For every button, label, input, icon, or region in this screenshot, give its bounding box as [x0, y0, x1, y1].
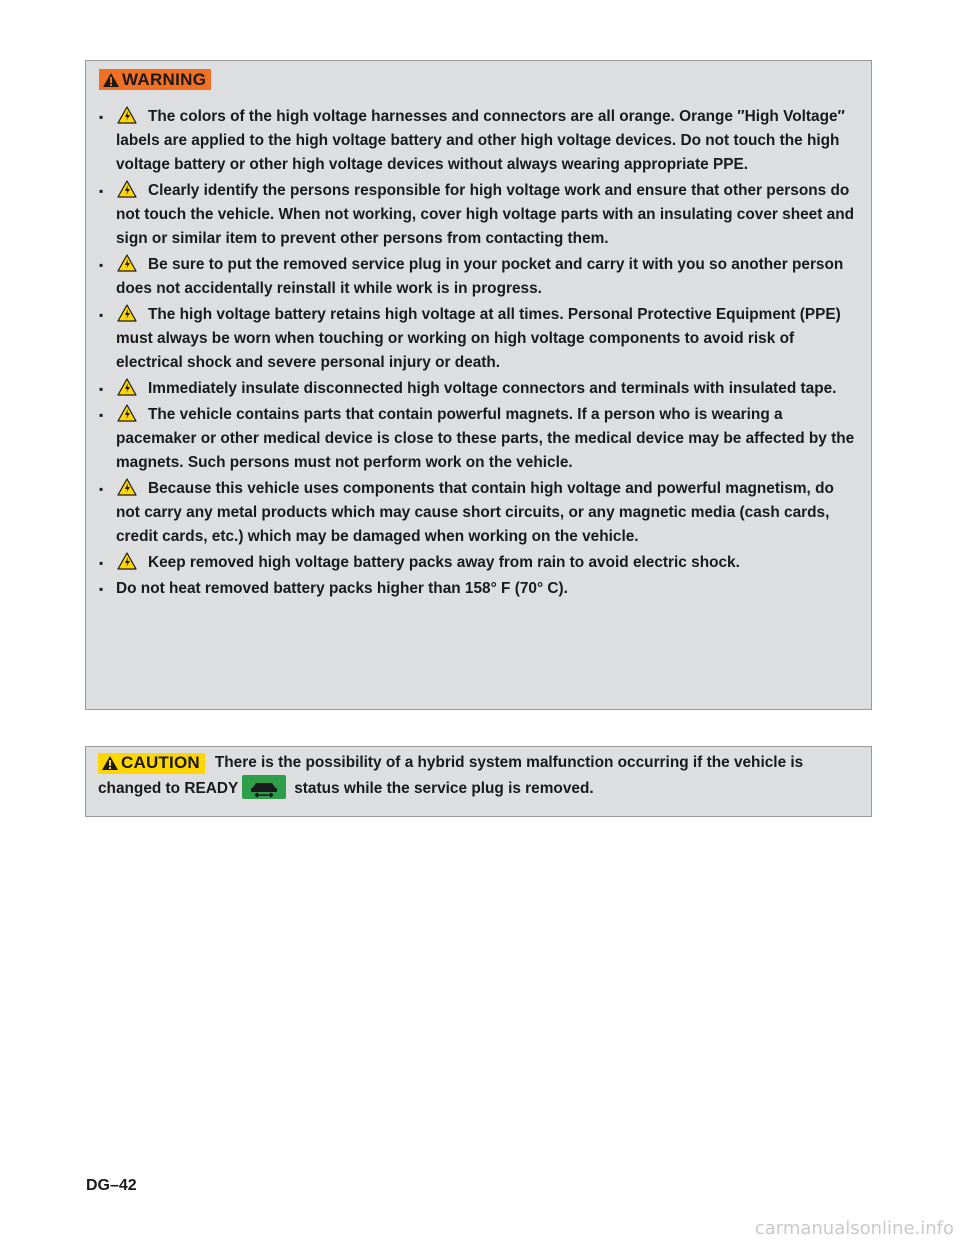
warning-list-item	[96, 253, 857, 301]
high-voltage-icon	[117, 378, 137, 396]
high-voltage-icon	[117, 404, 137, 422]
warning-list-item	[96, 303, 857, 375]
caution-paragraph	[98, 751, 859, 801]
warning-triangle-icon	[102, 72, 120, 88]
bullet-marker: ▪	[99, 556, 104, 570]
caution-triangle-icon	[101, 755, 119, 771]
warning-list-item	[96, 179, 857, 251]
high-voltage-icon	[117, 180, 137, 198]
warning-item-text: The vehicle contains parts that contain powerful magnets. If a person who is wearing a pacemaker or other medical device is close to these parts, the medical device may be affected by the magnets. Such persons must not perform work on the vehicle.	[116, 406, 855, 471]
bullet-marker: ▪	[99, 258, 104, 272]
watermark: carmanualsonline.info	[754, 1218, 954, 1239]
caution-badge	[98, 753, 205, 774]
warning-box	[85, 60, 872, 710]
caution-label: CAUTION	[121, 753, 200, 772]
bullet-marker: ▪	[99, 482, 104, 496]
high-voltage-icon	[117, 106, 137, 124]
warning-item-text: Because this vehicle uses components that contain high voltage and powerful magnetism, do not carry any metal products which may cause short circuits, or any magnetic media (cash cards, credit cards, etc.) which may be damaged when working on the vehicle.	[116, 480, 834, 545]
warning-item-text: The colors of the high voltage harnesses and connectors are all orange. Orange ″High Voltage″ labels are applied to the high voltage battery and other high voltage devices. Do not touch the high voltage battery or other high voltage devices without always wearing appropriate PPE.	[116, 108, 845, 173]
warning-item-text: Keep removed high voltage battery packs away from rain to avoid electric shock.	[148, 554, 740, 571]
page-number: DG–42	[86, 1177, 137, 1194]
warning-item-text: Immediately insulate disconnected high voltage connectors and terminals with insulated tape.	[148, 380, 837, 397]
bullet-marker: ▪	[99, 408, 104, 422]
warning-list-item	[96, 403, 857, 475]
warning-list-item	[96, 105, 857, 177]
warning-list-item	[96, 551, 857, 575]
warning-list-item	[96, 477, 857, 549]
warning-list-item	[96, 577, 857, 601]
warning-list	[96, 105, 857, 603]
caution-text-before: There is the possibility of a hybrid system malfunction occurring if the vehicle is changed to READY	[98, 754, 804, 797]
ready-indicator-icon	[242, 775, 286, 799]
caution-text-after: status while the service plug is removed.	[294, 780, 594, 797]
warning-item-text: Clearly identify the persons responsible for high voltage work and ensure that other persons do not touch the vehicle. When not working, cover high voltage parts with an insulating cover sheet and sign or similar item to prevent other persons from contacting them.	[116, 182, 854, 247]
bullet-marker: ▪	[99, 382, 104, 396]
warning-list-item	[96, 377, 857, 401]
caution-box	[85, 746, 872, 817]
warning-item-text: The high voltage battery retains high voltage at all times. Personal Protective Equipment (PPE) must always be worn when touching or working on high voltage components to avoid risk of electrical shock and severe personal injury or death.	[116, 306, 841, 371]
high-voltage-icon	[117, 254, 137, 272]
bullet-marker: ▪	[99, 184, 104, 198]
warning-item-text: Be sure to put the removed service plug in your pocket and carry it with you so another person does not accidentally reinstall it while work is in progress.	[116, 256, 844, 297]
bullet-marker: ▪	[99, 308, 104, 322]
high-voltage-icon	[117, 304, 137, 322]
bullet-marker: ▪	[99, 110, 104, 124]
warning-item-text: Do not heat removed battery packs higher than 158° F (70° C).	[116, 580, 568, 597]
warning-label: WARNING	[122, 69, 207, 89]
high-voltage-icon	[117, 478, 137, 496]
warning-badge	[99, 69, 211, 90]
bullet-marker: ▪	[99, 582, 104, 596]
high-voltage-icon	[117, 552, 137, 570]
